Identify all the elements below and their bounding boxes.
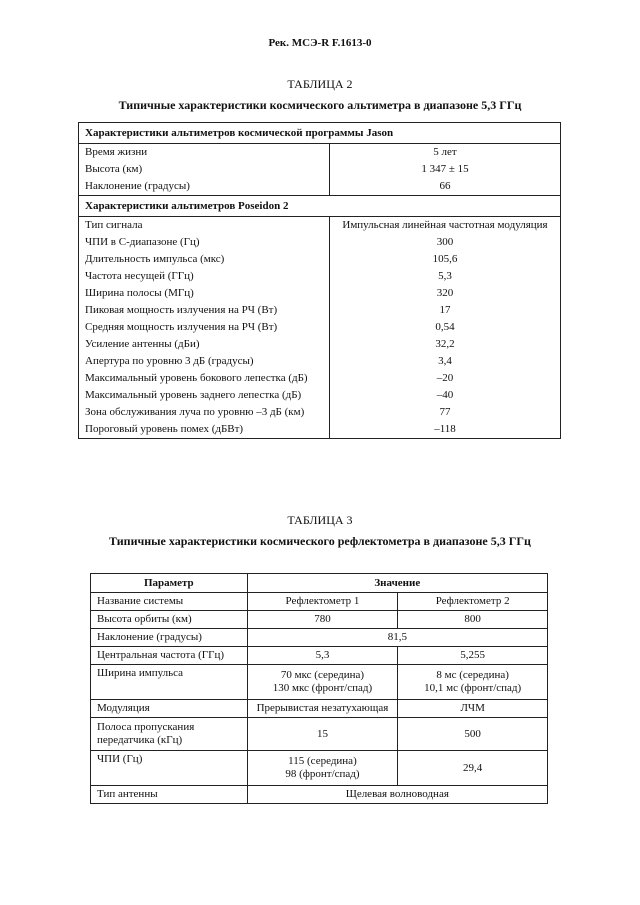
value-cell: –20 bbox=[330, 370, 561, 387]
param-cell: ЧПИ (Гц) bbox=[91, 751, 248, 786]
table-row bbox=[79, 404, 561, 421]
table2-label: ТАБЛИЦА 2 bbox=[287, 77, 353, 91]
param-cell: Зона обслуживания луча по уровню –3 дБ (км) bbox=[85, 406, 305, 418]
param-cell: Время жизни bbox=[85, 146, 148, 158]
table-row bbox=[79, 353, 561, 370]
table-row bbox=[91, 665, 548, 700]
value-line: 115 (середина) bbox=[288, 755, 357, 767]
value-cell: Импульсная линейная частотная модуляция bbox=[330, 217, 561, 235]
param-cell: Название системы bbox=[91, 593, 248, 611]
table-row bbox=[79, 268, 561, 285]
param-cell: Наклонение (градусы) bbox=[91, 629, 248, 647]
table2-title: Типичные характеристики космического альтиметра в диапазоне 5,3 ГГц bbox=[118, 98, 522, 112]
value-cell: –40 bbox=[330, 387, 561, 404]
value-cell: 17 bbox=[330, 302, 561, 319]
value-cell: 5,255 bbox=[398, 647, 548, 665]
table-row bbox=[91, 786, 548, 804]
table-row bbox=[79, 370, 561, 387]
scatterometer-table bbox=[90, 573, 548, 804]
value-cell: 29,4 bbox=[398, 751, 548, 786]
param-cell: Тип антенны bbox=[91, 786, 248, 804]
value-cell: Щелевая волноводная bbox=[247, 786, 547, 804]
value-line: 130 мкс (фронт/спад) bbox=[272, 682, 373, 694]
table-header-row bbox=[91, 574, 548, 593]
value-line: 10,1 мс (фронт/спад) bbox=[424, 682, 522, 694]
param-cell: Длительность импульса (мкс) bbox=[85, 253, 225, 265]
value-cell: Рефлектометр 1 bbox=[247, 593, 398, 611]
value-cell bbox=[398, 665, 548, 700]
param-cell: Пиковая мощность излучения на РЧ (Вт) bbox=[85, 304, 278, 316]
param-cell: Ширина импульса bbox=[91, 665, 248, 700]
value-cell: Рефлектометр 2 bbox=[398, 593, 548, 611]
value-cell: 0,54 bbox=[330, 319, 561, 336]
table-row bbox=[91, 629, 548, 647]
param-cell: Средняя мощность излучения на РЧ (Вт) bbox=[85, 321, 278, 333]
param-cell: Ширина полосы (МГц) bbox=[85, 287, 194, 299]
value-cell: Прерывистая незатухающая bbox=[247, 700, 398, 718]
value-cell: 3,4 bbox=[330, 353, 561, 370]
value-cell: 5 лет bbox=[330, 144, 561, 162]
value-cell: 500 bbox=[398, 718, 548, 751]
value-cell: 1 347 ± 15 bbox=[330, 161, 561, 178]
value-cell: 300 bbox=[330, 234, 561, 251]
section-row-poseidon bbox=[79, 196, 561, 217]
value-cell: 800 bbox=[398, 611, 548, 629]
param-cell: Наклонение (градусы) bbox=[85, 180, 190, 192]
table-row bbox=[91, 593, 548, 611]
param-cell: Усиление антенны (дБи) bbox=[85, 338, 200, 350]
section-title-jason: Характеристики альтиметров космической программы Jason bbox=[79, 123, 561, 144]
table-row bbox=[79, 144, 561, 162]
value-cell: 32,2 bbox=[330, 336, 561, 353]
section-title-poseidon: Характеристики альтиметров Poseidon 2 bbox=[79, 196, 561, 217]
table-row bbox=[91, 647, 548, 665]
table-row bbox=[79, 217, 561, 235]
param-cell: Высота (км) bbox=[85, 163, 143, 175]
table-row bbox=[79, 302, 561, 319]
table-row bbox=[91, 611, 548, 629]
table3-label: ТАБЛИЦА 3 bbox=[287, 513, 353, 527]
table-row bbox=[79, 421, 561, 439]
table-row bbox=[79, 251, 561, 268]
value-cell: 66 bbox=[330, 178, 561, 196]
table-row bbox=[79, 319, 561, 336]
param-line: передатчика (кГц) bbox=[97, 734, 183, 746]
value-cell bbox=[247, 665, 398, 700]
param-cell: Максимальный уровень заднего лепестка (дБ) bbox=[85, 389, 302, 401]
table-row bbox=[79, 387, 561, 404]
param-line: Полоса пропускания bbox=[97, 721, 195, 733]
param-cell: Модуляция bbox=[91, 700, 248, 718]
altimeter-table bbox=[78, 122, 561, 439]
value-line: 98 (фронт/спад) bbox=[285, 768, 360, 780]
table-row bbox=[79, 178, 561, 196]
page-header: Рек. МСЭ-R F.1613-0 bbox=[268, 37, 372, 49]
value-cell: 5,3 bbox=[247, 647, 398, 665]
value-line: 70 мкс (середина) bbox=[280, 669, 365, 681]
param-cell: Пороговый уровень помех (дБВт) bbox=[85, 423, 244, 435]
value-cell bbox=[247, 751, 398, 786]
table-row bbox=[79, 161, 561, 178]
value-cell: ЛЧМ bbox=[398, 700, 548, 718]
value-cell: 780 bbox=[247, 611, 398, 629]
param-cell: Центральная частота (ГГц) bbox=[91, 647, 248, 665]
param-cell: Максимальный уровень бокового лепестка (дБ) bbox=[85, 372, 308, 384]
value-cell: 5,3 bbox=[330, 268, 561, 285]
value-cell: 15 bbox=[247, 718, 398, 751]
param-cell bbox=[91, 718, 248, 751]
value-cell: 320 bbox=[330, 285, 561, 302]
column-header-value: Значение bbox=[247, 574, 547, 593]
table-row bbox=[91, 718, 548, 751]
param-cell: Высота орбиты (км) bbox=[91, 611, 248, 629]
param-cell: Частота несущей (ГГц) bbox=[85, 270, 194, 282]
param-cell: ЧПИ в C-диапазоне (Гц) bbox=[85, 236, 200, 248]
value-cell: 81,5 bbox=[247, 629, 547, 647]
section-row-jason bbox=[79, 123, 561, 144]
column-header-param: Параметр bbox=[91, 574, 248, 593]
param-cell: Тип сигнала bbox=[85, 219, 143, 231]
value-cell: 105,6 bbox=[330, 251, 561, 268]
table-row bbox=[91, 751, 548, 786]
table-row bbox=[79, 234, 561, 251]
param-cell: Апертура по уровню 3 дБ (градусы) bbox=[85, 355, 254, 367]
table-row bbox=[91, 700, 548, 718]
value-cell: –118 bbox=[330, 421, 561, 439]
value-line: 8 мс (середина) bbox=[436, 669, 509, 681]
table-row bbox=[79, 285, 561, 302]
table3-title: Типичные характеристики космического рефлектометра в диапазоне 5,3 ГГц bbox=[109, 534, 531, 548]
table-row bbox=[79, 336, 561, 353]
value-cell: 77 bbox=[330, 404, 561, 421]
